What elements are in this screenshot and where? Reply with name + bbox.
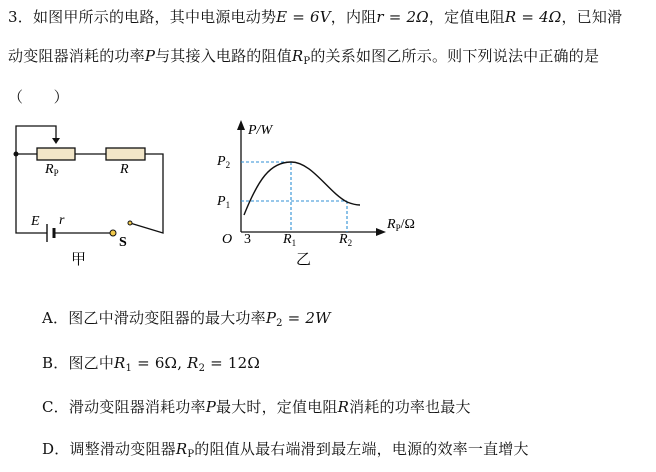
fixed-resistance-value: R = 4Ω [504,8,562,26]
rheostat-rp [37,148,75,160]
circuit-caption: 甲 [71,252,87,268]
internal-r-label: r [59,213,65,228]
question-line-2: 动变阻器消耗的功率P与其接入电路的阻值$R_P$的关系如图乙所示。则下列说法中正确的是 [8,47,600,67]
graph-caption: 乙 [296,252,312,268]
answer-blank: （ ） [8,88,69,106]
x-tick-3: 3 [244,232,251,247]
resistor-r [106,148,145,160]
junction-dot [14,152,19,157]
p2-tick-label: $P_2$ [217,154,231,170]
circuit-diagram [0,110,190,275]
option-letter: B． [42,354,69,372]
question-line-1: 3．如图甲所示的电路，其中电源电动势E = 6V，内阻r = 2Ω，定值电阻R = 4Ω，已知滑 [8,8,623,26]
option-letter: A． [42,309,69,327]
option-letter: C． [42,398,69,416]
y-axis-arrow [237,120,245,130]
x-axis-label: $R_P/\Omega$ [387,217,415,233]
rp-label: $R_P$ [45,162,59,178]
switch-contact [110,230,116,236]
x-axis-arrow [376,228,386,236]
slider-arrow [52,138,60,144]
emf-value: E = 6V [276,8,331,26]
option-letter: D． [42,440,70,458]
power-graph [210,110,440,275]
r1-tick-label: $R_1$ [283,232,297,248]
option-b[interactable]: B．图乙中$R_1 = 6\Omega$, $R_2 = 12\Omega$ [42,354,261,374]
question-number: 3． [8,8,33,26]
option-a[interactable]: A．图乙中滑动变阻器的最大功率$P_2 = 2W$ [42,309,331,329]
y-axis-label: P/W [248,123,273,138]
circuit-wire [130,154,163,233]
origin-label: O [222,232,233,247]
power-curve [244,162,360,215]
switch-contact [128,221,132,225]
e-label: E [31,214,40,229]
option-d[interactable]: D．调整滑动变阻器$R_P$的阻值从最右端滑到最左端，电源的效率一直增大 [42,440,529,460]
r2-tick-label: $R_2$ [339,232,353,248]
internal-resistance-value: r = 2Ω [376,8,429,26]
option-c[interactable]: C．滑动变阻器消耗功率P最大时，定值电阻R消耗的功率也最大 [42,398,471,416]
r-label: R [120,162,129,177]
switch-label: S [119,235,127,250]
p1-tick-label: $P_1$ [217,194,231,210]
